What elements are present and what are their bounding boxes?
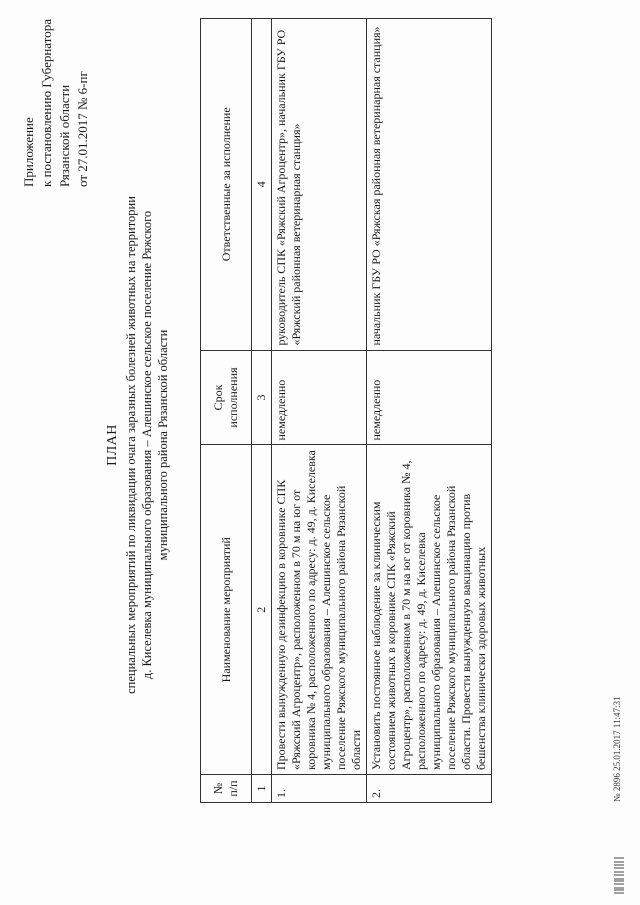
- appendix-date: от 27.01.2017 № 6-пг: [75, 71, 90, 187]
- document-footer: № 2896 25.01.2017 11:47:31: [612, 696, 622, 802]
- header-term: Срок исполнения: [201, 350, 252, 445]
- table-row: [367, 19, 492, 803]
- table-row: [272, 19, 367, 803]
- appendix-block: [20, 17, 92, 187]
- appendix-heading: Приложение: [21, 117, 36, 187]
- title-line-2: д. Киселевка муниципального образования – Алешинское сельское поселение Ряжского: [140, 210, 154, 680]
- title-line-1: специальных мероприятий по ликвидации очага заразных болезней животных на территории: [124, 196, 138, 694]
- title-line-3: муниципального района Рязанской области: [156, 329, 170, 561]
- plan-title: ПЛАН: [105, 424, 120, 466]
- column-number-row: [252, 19, 272, 803]
- col-number: 2: [252, 445, 272, 775]
- header-num: № п/п: [201, 775, 252, 803]
- header-resp: Ответственные за исполнение: [201, 19, 252, 351]
- row-number: 2.: [367, 775, 492, 803]
- col-number: 3: [252, 350, 272, 445]
- row-measure: Провести вынужденную дезинфекцию в коровнике СПК «Ряжский Агроцентр», расположенном в 70 м на юг от коровника № 4, расположенного по адресу: д. 49, д. Киселевка муниципального образования – Алешинское сельское поселение Ряжского муниципального района Рязанской области: [272, 445, 367, 775]
- appendix-decree: к постановлению Губернатора: [39, 18, 54, 187]
- row-term: немедленно: [367, 350, 492, 445]
- table-header-row: [201, 19, 252, 803]
- row-term: немедленно: [272, 350, 367, 445]
- scan-stamp: [612, 815, 626, 895]
- row-responsible: руководитель СПК «Ряжский Агроцентр», начальник ГБУ РО «Ряжский районная ветеринарная станция»: [272, 19, 367, 351]
- col-number: 4: [252, 19, 272, 351]
- row-number: 1.: [272, 775, 367, 803]
- header-name: Наименование мероприятий: [201, 445, 252, 775]
- plan-table: [200, 18, 492, 803]
- row-responsible: начальник ГБУ РО «Ряжская районная ветеринарная станция»: [367, 19, 492, 351]
- appendix-region: Рязанской области: [57, 84, 72, 187]
- col-number: 1: [252, 775, 272, 803]
- barcode-icon: [612, 815, 626, 895]
- row-measure: Установить постоянное наблюдение за клиническим состоянием животных в коровнике СПК «Ряжский Агроцентр», расположенном в 70 м на юг от коровника № 4, расположенного по адресу: д. 49, д. Киселевка муниципального образования – Алешинское сельское поселение Ряжского муниципального района Рязанской области. Провести вынужденную вакцинацию против бешенства клинически здоровых животных: [367, 445, 492, 775]
- title-block: [105, 105, 171, 785]
